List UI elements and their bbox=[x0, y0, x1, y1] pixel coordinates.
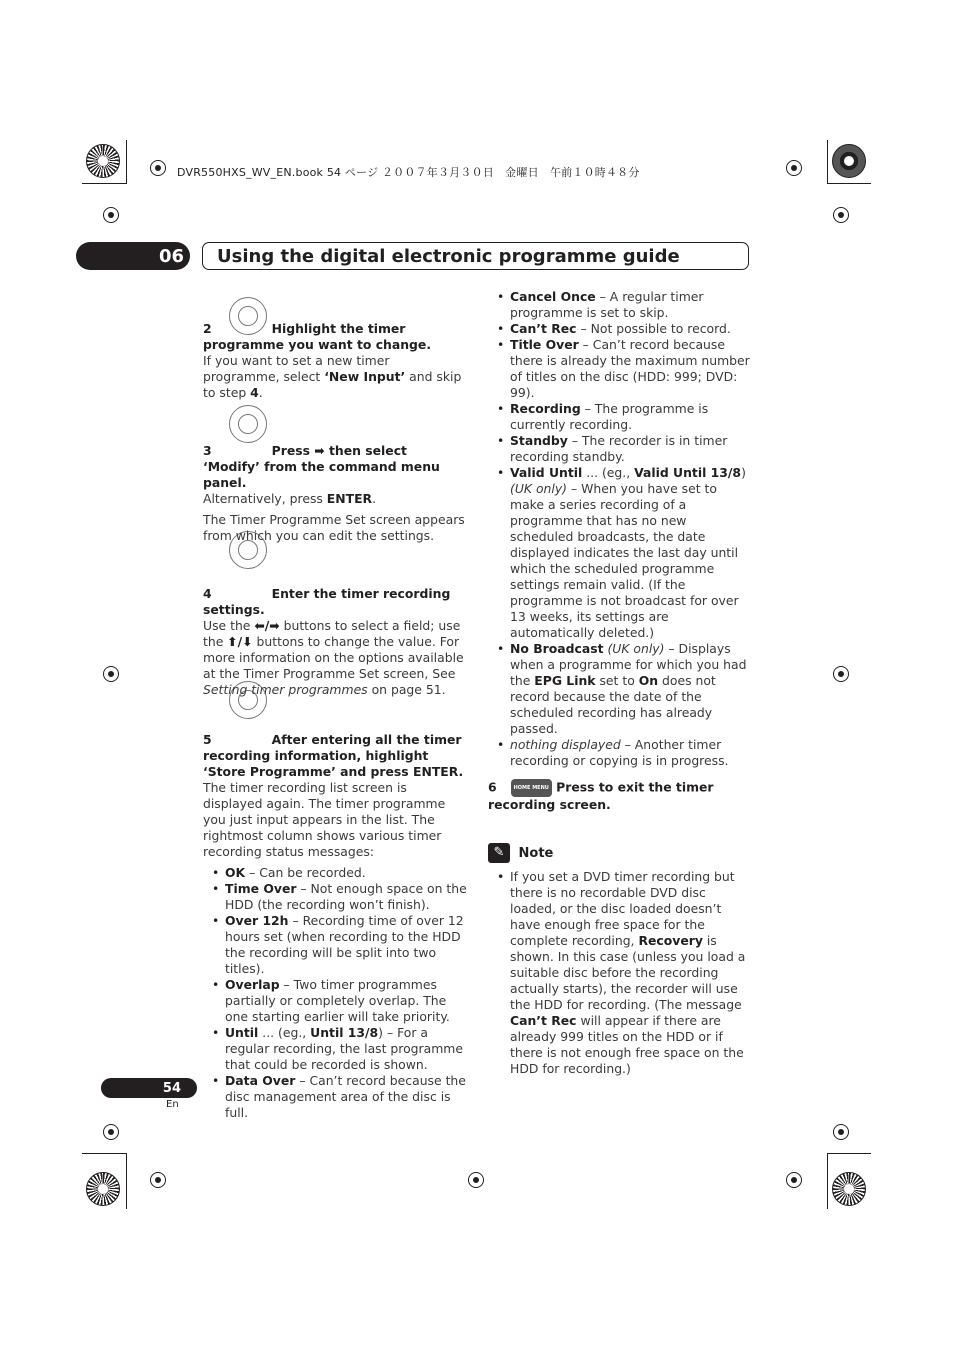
registration-sunburst-icon bbox=[832, 1172, 866, 1206]
book-file-header: DVR550HXS_WV_EN.book 54 ページ ２００７年３月３０日 金曜日 午前１０時４８分 bbox=[177, 166, 640, 179]
list-item: • Data Over – Can’t record because the disc management area of the disc is full. bbox=[203, 1073, 467, 1121]
step-5-heading: 5 After entering all the timer recording information, highlight ‘Store Programme’ and press ENTER. bbox=[203, 732, 464, 779]
registration-target-icon bbox=[150, 1172, 166, 1188]
chapter-title: Using the digital electronic programme guide bbox=[202, 242, 749, 270]
crop-line bbox=[827, 1153, 828, 1209]
list-item: • Until ... (eg., Until 13/8) – For a regular recording, the last programme that could be recorded is shown. bbox=[203, 1025, 467, 1073]
step-6-heading: 6 HOME MENU Press to exit the timer recording screen. bbox=[488, 779, 714, 812]
list-item: • No Broadcast (UK only) – Displays when a programme for which you had the EPG Link set to On does not record because the date of the scheduled recording has already passed. bbox=[488, 641, 750, 737]
registration-sunburst-icon bbox=[832, 144, 866, 178]
crop-line bbox=[827, 1153, 871, 1154]
pencil-note-icon: ✎ bbox=[488, 843, 510, 863]
note-text: • If you set a DVD timer recording but there is no recordable DVD disc loaded, or the disc loaded doesn’t have enough free space for the complete recording, Recovery is shown. In this case (unless you load a suitable disc before the recording actually starts), the recorder will use the HDD for recording. (The message Can’t Rec will appear if there are already 999 titles on the HDD or if there is not enough free space on the HDD for recording.) bbox=[488, 869, 750, 1077]
registration-target-icon bbox=[103, 207, 119, 223]
right-arrow-icon: ➡ bbox=[314, 443, 325, 458]
step-3-body-2: The Timer Programme Set screen appears from which you can edit the settings. bbox=[203, 512, 465, 543]
registration-target-icon bbox=[833, 1124, 849, 1140]
list-item: • Cancel Once – A regular timer programme is set to skip. bbox=[488, 289, 750, 321]
registration-target-icon bbox=[833, 207, 849, 223]
step-2-body: If you want to set a new timer programme, select ‘New Input’ and skip to step 4. bbox=[203, 353, 462, 400]
left-right-arrow-icon: ⬅/➡ bbox=[254, 618, 280, 633]
list-item: • Over 12h – Recording time of over 12 hours set (when recording to the HDD the recording will be split into two titles). bbox=[203, 913, 467, 977]
registration-sunburst-icon bbox=[86, 1172, 120, 1206]
registration-target-icon bbox=[150, 160, 166, 176]
crop-line bbox=[827, 140, 828, 184]
step-5-body: The timer recording list screen is displayed again. The timer programme you just input appears in the list. The rightmost column shows various timer recording status messages: bbox=[203, 780, 446, 859]
left-column bbox=[203, 321, 467, 1121]
up-down-arrow-icon: ⬆/⬇ bbox=[227, 634, 253, 649]
step-4-body: Use the ⬅/➡ buttons to select a field; use the ⬆/⬇ buttons to change the value. For more information on the options available at the Timer Programme Set screen, See Setting timer programmes on page 51. bbox=[203, 618, 464, 697]
registration-target-icon bbox=[468, 1172, 484, 1188]
language-label: En bbox=[166, 1099, 179, 1110]
registration-sunburst-icon bbox=[86, 144, 120, 178]
registration-target-icon bbox=[786, 1172, 802, 1188]
registration-target-icon bbox=[103, 1124, 119, 1140]
list-item: • Valid Until ... (eg., Valid Until 13/8) (UK only) – When you have set to make a series recording of a programme that has no new scheduled broadcasts, the date displayed indicates the last day until which the scheduled programme settings remain valid. (If the programme is not broadcast for over 13 weeks, its settings are automatically deleted.) bbox=[488, 465, 750, 641]
right-column bbox=[488, 289, 750, 1077]
crop-line bbox=[827, 183, 871, 184]
list-item: • OK – Can be recorded. bbox=[203, 865, 467, 881]
note-heading: ✎ Note bbox=[488, 843, 750, 863]
list-item: • Time Over – Not enough space on the HDD (the recording won’t finish). bbox=[203, 881, 467, 913]
registration-target-icon bbox=[103, 666, 119, 682]
registration-target-icon bbox=[786, 160, 802, 176]
step-3-body: Alternatively, press ENTER. bbox=[203, 491, 377, 506]
list-item: • Recording – The programme is currently recording. bbox=[488, 401, 750, 433]
crop-line bbox=[126, 1153, 127, 1209]
list-item: • Title Over – Can’t record because there is already the maximum number of titles on the disc (HDD: 999; DVD: 99). bbox=[488, 337, 750, 401]
home-menu-button-icon: HOME MENU bbox=[511, 779, 552, 797]
list-item: • Standby – The recorder is in timer recording standby. bbox=[488, 433, 750, 465]
chapter-number-tab: 06 bbox=[76, 242, 190, 270]
step-3-heading: 3 Press ➡ then select ‘Modify’ from the command menu panel. bbox=[203, 443, 440, 490]
registration-target-icon bbox=[833, 666, 849, 682]
step-2-heading: 2 Highlight the timer programme you want to change. bbox=[203, 321, 432, 352]
list-item: • nothing displayed – Another timer recording or copying is in progress. bbox=[488, 737, 750, 769]
step-4-heading: 4 Enter the timer recording settings. bbox=[203, 586, 451, 617]
crop-line bbox=[82, 183, 126, 184]
crop-line bbox=[126, 140, 127, 184]
page-number-tab: 54 bbox=[101, 1078, 197, 1098]
crop-line bbox=[82, 1153, 126, 1154]
list-item: • Can’t Rec – Not possible to record. bbox=[488, 321, 750, 337]
list-item: • Overlap – Two timer programmes partially or completely overlap. The one starting earlier will take priority. bbox=[203, 977, 467, 1025]
